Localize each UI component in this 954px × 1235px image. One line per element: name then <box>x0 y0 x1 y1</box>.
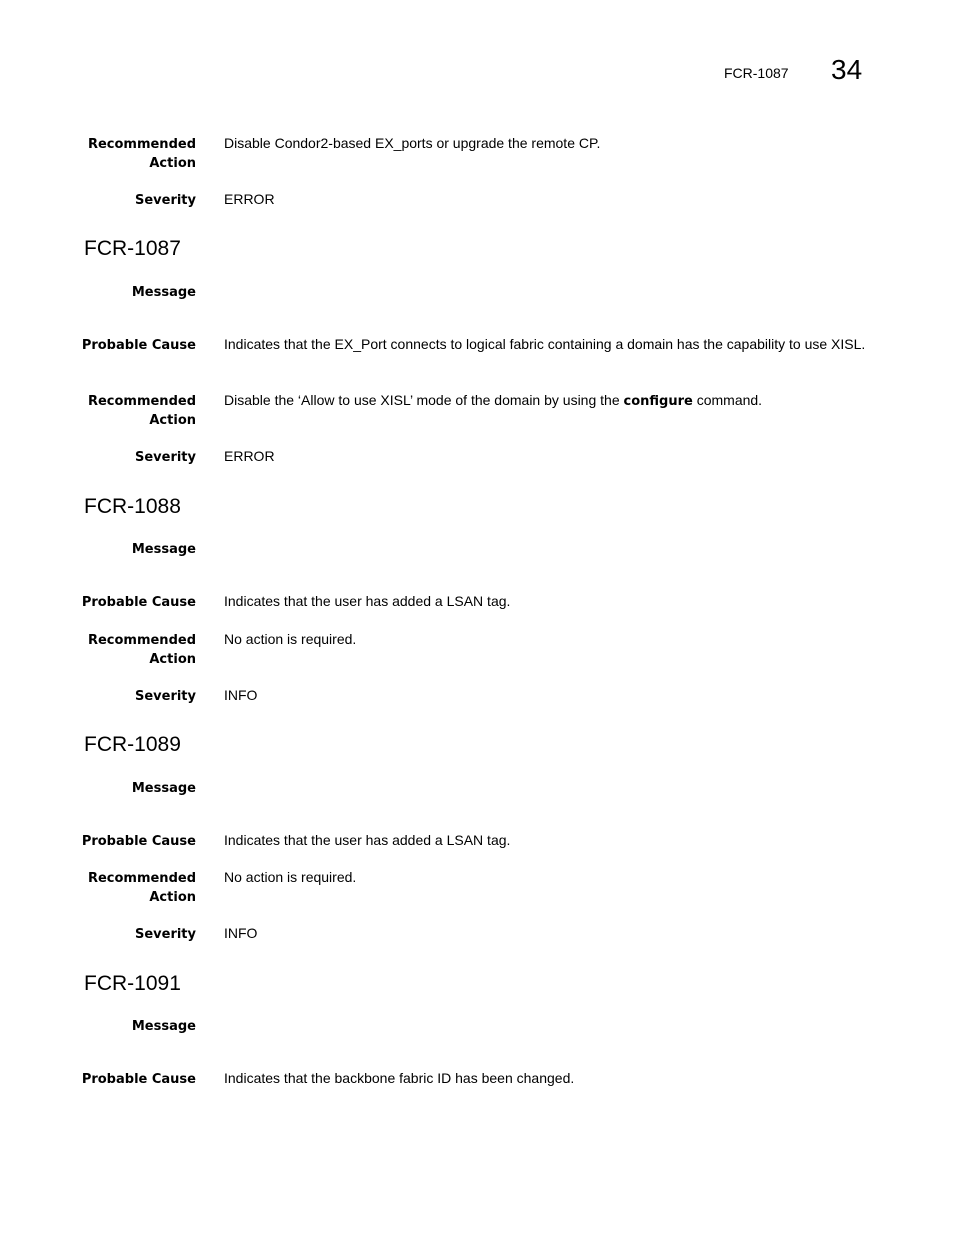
probable-cause-value: Indicates that the user has added a LSAN tag. <box>224 832 511 848</box>
severity-label: Severity <box>134 193 196 208</box>
message-label: Message <box>131 1019 196 1034</box>
section-title: FCR-1088 <box>84 495 181 518</box>
section-title: FCR-1089 <box>84 733 181 756</box>
section-title: FCR-1091 <box>84 972 181 995</box>
recommended-action-value: Disable the ‘Allow to use XISL’ mode of the domain by using the configure command. <box>224 392 763 409</box>
severity-label: Severity <box>134 689 196 704</box>
severity-label: Severity <box>134 927 196 942</box>
recommended-action-value: No action is required. <box>224 631 357 647</box>
message-label: Message <box>131 285 196 300</box>
chapter-number: 34 <box>831 54 863 85</box>
message-label: Message <box>131 542 196 557</box>
message-label: Message <box>131 781 196 796</box>
running-header-title: FCR-1087 <box>724 65 789 81</box>
probable-cause-value: Indicates that the EX_Port connects to logical fabric containing a domain has the capability to use XISL. <box>224 336 866 352</box>
recommended-action-label: Recommended Action <box>87 871 196 905</box>
probable-cause-label: Probable Cause <box>81 834 196 849</box>
probable-cause-label: Probable Cause <box>81 338 196 353</box>
severity-value: ERROR <box>224 448 275 464</box>
recommended-action-value: Disable Condor2-based EX_ports or upgrade the remote CP. <box>224 135 601 151</box>
severity-value: INFO <box>224 687 258 703</box>
probable-cause-label: Probable Cause <box>81 1072 196 1087</box>
probable-cause-value: Indicates that the user has added a LSAN tag. <box>224 593 511 609</box>
command-name: configure <box>623 394 693 409</box>
section-title: FCR-1087 <box>84 237 181 260</box>
severity-value: INFO <box>224 925 258 941</box>
probable-cause-label: Probable Cause <box>81 595 196 610</box>
severity-value: ERROR <box>224 191 275 207</box>
recommended-action-label: Recommended Action <box>87 137 196 171</box>
recommended-action-label: Recommended Action <box>87 394 196 428</box>
recommended-action-value: No action is required. <box>224 869 357 885</box>
recommended-action-label: Recommended Action <box>87 633 196 667</box>
probable-cause-value: Indicates that the backbone fabric ID has been changed. <box>224 1070 575 1086</box>
severity-label: Severity <box>134 450 196 465</box>
